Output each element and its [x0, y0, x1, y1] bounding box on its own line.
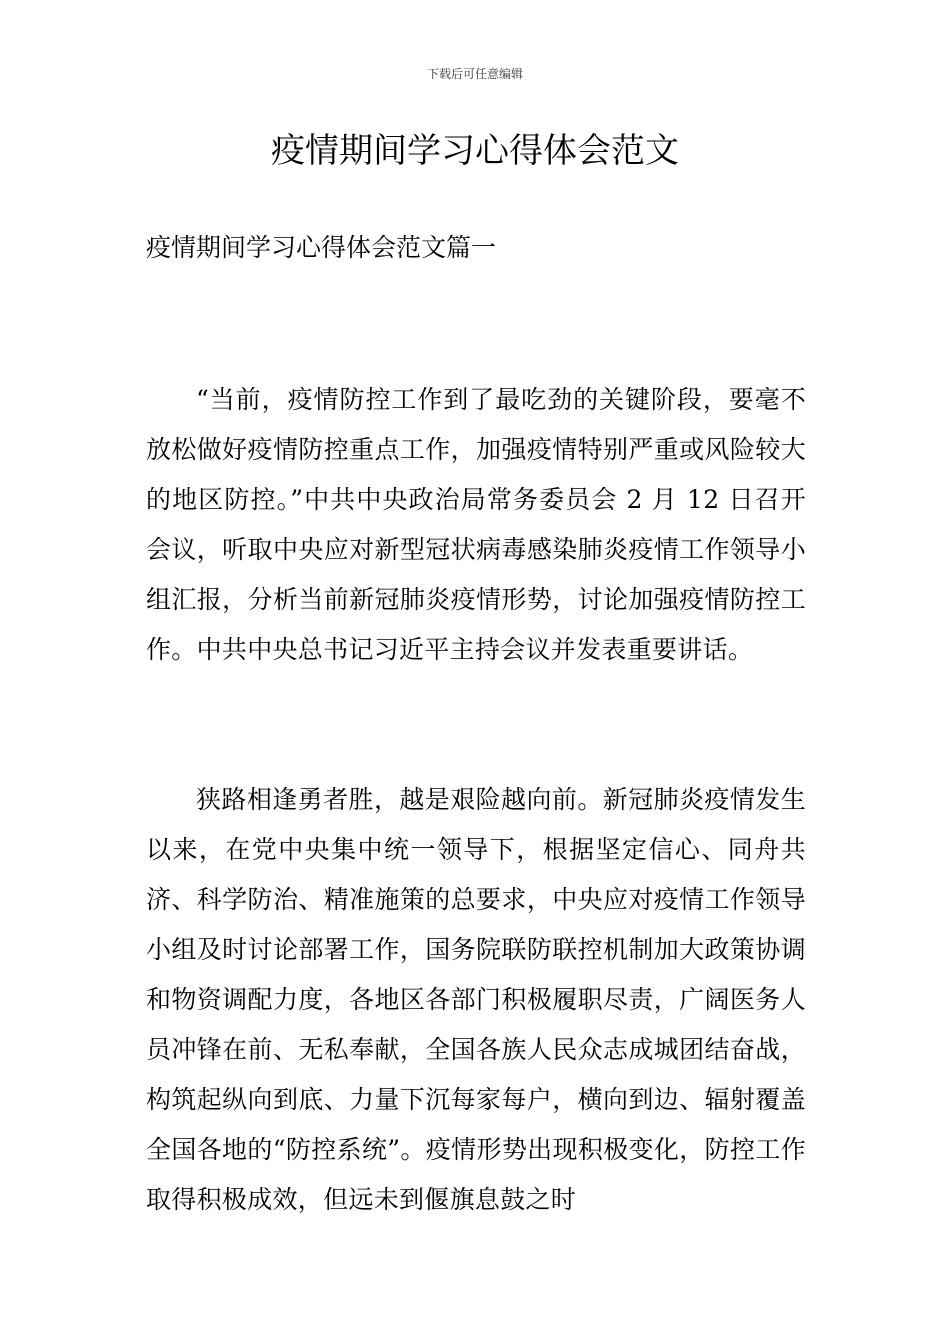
document-title: 疫情期间学习心得体会范文 — [271, 131, 679, 171]
body-paragraph: 狭路相逢勇者胜，越是艰险越向前。新冠肺炎疫情发生以来，在党中央集中统一领导下，根据坚定信心、同舟共济、科学防治、精准施策的总要求，中央应对疫情工作领导小组及时讨论部署工作，国务院联防联控机制加大政策协调和物资调配力度，各地区各部门积极履职尽责，广阔医务人员冲锋在前、无私奉献，全国各族人民众志成城团结奋战，构筑起纵向到底、力量下沉每家每户，横向到边、辐射覆盖全国各地的“防控系统”。疫情形势出现积极变化，防控工作取得积极成效，但远未到偃旗息鼓之时 — [146, 785, 806, 1214]
body-paragraph: “当前，疫情防控工作到了最吃劲的关键阶段，要毫不放松做好疫情防控重点工作，加强疫情特别严重或风险较大的地区防控。”中共中央政治局常务委员会 2 月 12 日召开会议，听取中央应对新型冠状病毒感染肺炎疫情工作领导小组汇报，分析当前新冠肺炎疫情形势，讨论加强疫情防控工作。中共中央总书记习近平主持会议并发表重要讲话。 — [146, 385, 806, 664]
header-note: 下载后可任意编辑 — [426, 67, 523, 81]
section-heading: 疫情期间学习心得体会范文篇一 — [146, 233, 497, 262]
